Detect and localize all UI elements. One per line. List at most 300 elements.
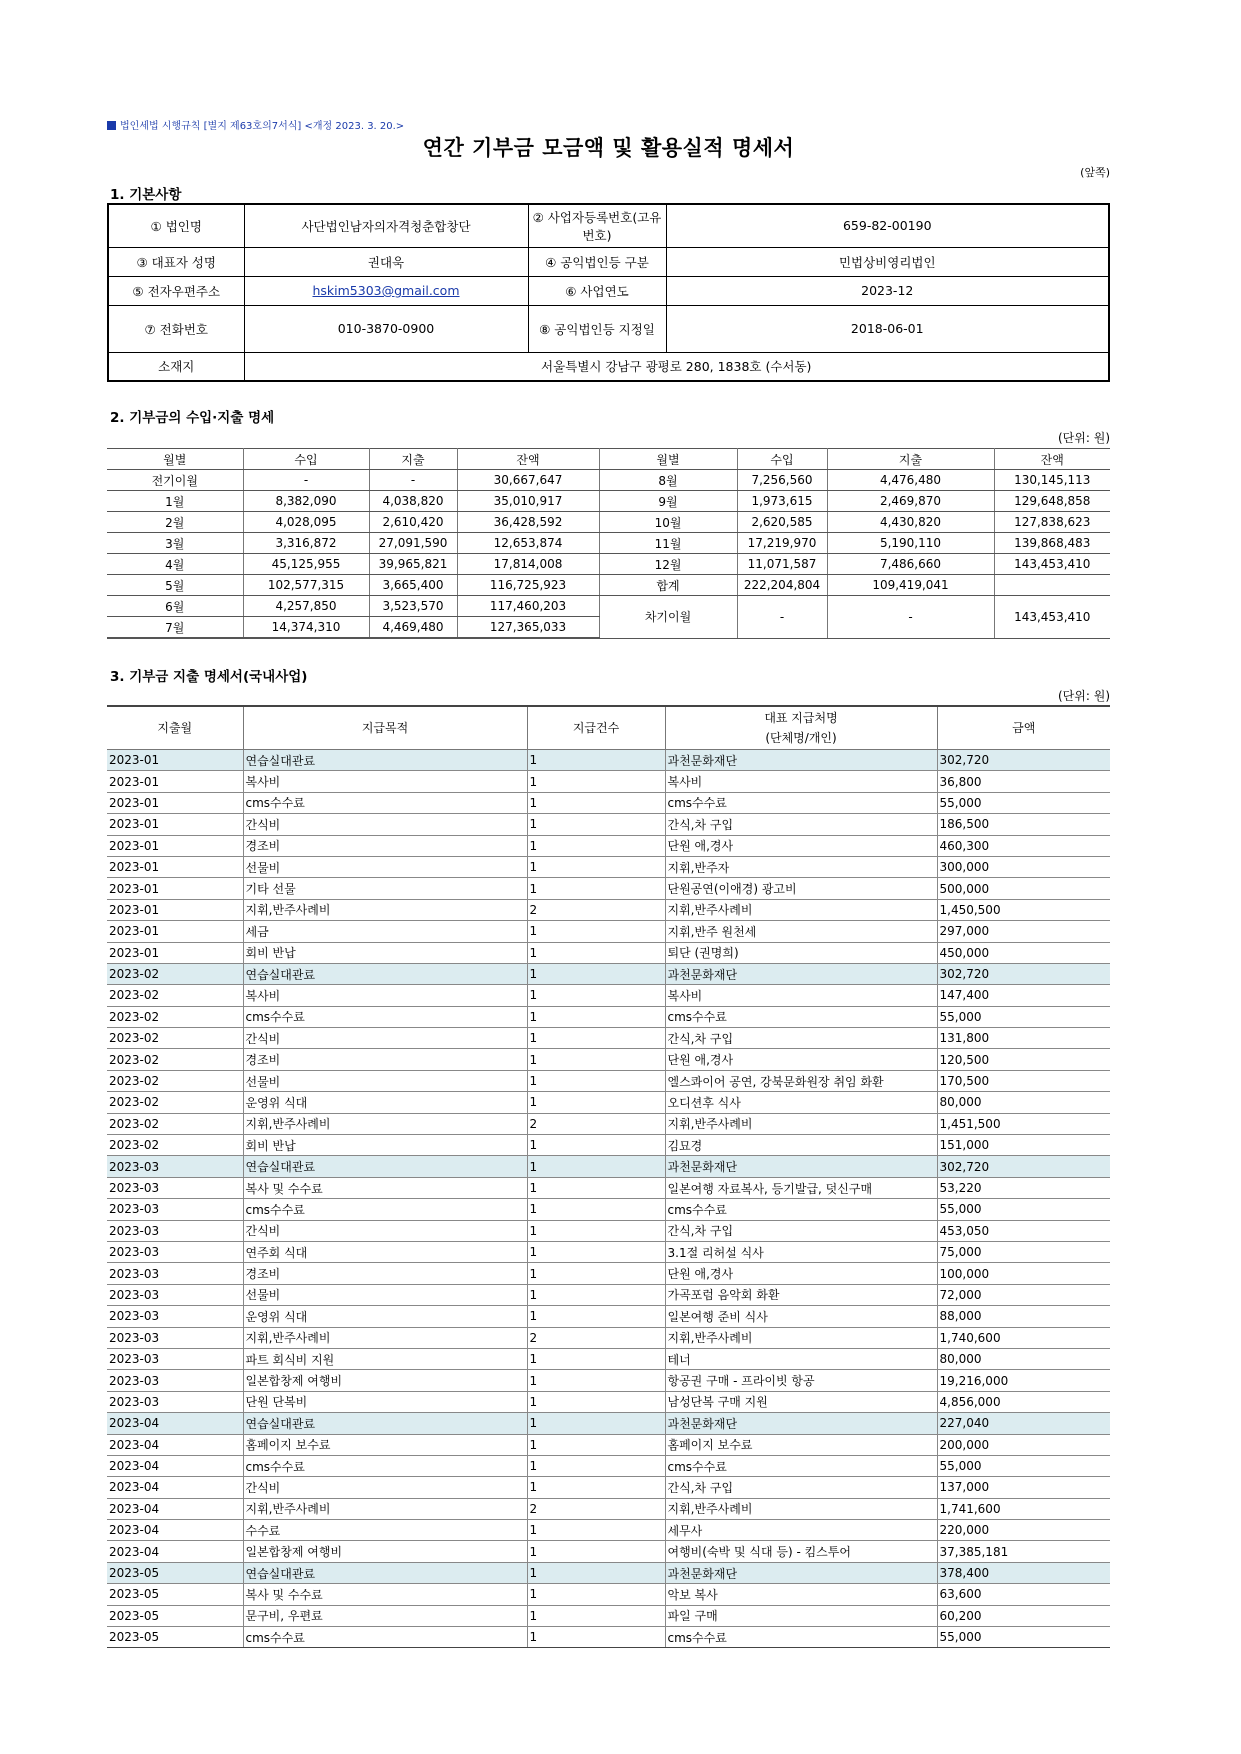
row-amount: 151,000 bbox=[937, 1135, 1110, 1156]
table-cell: 2,620,585 bbox=[737, 512, 827, 533]
row-amount: 75,000 bbox=[937, 1241, 1110, 1262]
table-cell: 2,469,870 bbox=[827, 491, 994, 512]
table-cell: 1,973,615 bbox=[737, 491, 827, 512]
row-amount: 80,000 bbox=[937, 1348, 1110, 1369]
row-count: 1 bbox=[527, 1562, 665, 1583]
row-amount: 297,000 bbox=[937, 921, 1110, 942]
row-purpose: 경조비 bbox=[243, 835, 527, 856]
row-month: 2023-04 bbox=[107, 1498, 243, 1519]
row-amount: 19,216,000 bbox=[937, 1370, 1110, 1391]
row-count: 1 bbox=[527, 963, 665, 984]
table-cell: 9월 bbox=[599, 491, 737, 512]
table-cell: 45,125,955 bbox=[243, 554, 369, 575]
row-amount: 63,600 bbox=[937, 1584, 1110, 1605]
row-purpose: 선물비 bbox=[243, 856, 527, 877]
row-month: 2023-03 bbox=[107, 1220, 243, 1241]
row-month: 2023-02 bbox=[107, 1135, 243, 1156]
col-payee: 대표 지급처명 (단체명/개인) bbox=[665, 706, 937, 750]
table-cell: 127,365,033 bbox=[457, 617, 599, 639]
designated-date: 2018-06-01 bbox=[666, 305, 1109, 352]
table-row bbox=[107, 512, 1110, 533]
table-row bbox=[107, 1541, 1110, 1562]
row-count: 1 bbox=[527, 1092, 665, 1113]
table-cell: 102,577,315 bbox=[243, 575, 369, 596]
table-cell: 1월 bbox=[107, 491, 243, 512]
row-amount: 1,740,600 bbox=[937, 1327, 1110, 1348]
row-count: 1 bbox=[527, 1220, 665, 1241]
table-row bbox=[107, 596, 1110, 617]
row-count: 1 bbox=[527, 1028, 665, 1049]
row-amount: 55,000 bbox=[937, 1199, 1110, 1220]
row-amount: 460,300 bbox=[937, 835, 1110, 856]
row-purpose: 복사비 bbox=[243, 771, 527, 792]
table-cell: - bbox=[369, 470, 457, 491]
row-count: 2 bbox=[527, 1327, 665, 1348]
row-purpose: 간식비 bbox=[243, 1220, 527, 1241]
row-count: 1 bbox=[527, 1605, 665, 1626]
table-cell: 4,469,480 bbox=[369, 617, 457, 639]
row-payee: 파일 구매 bbox=[665, 1605, 937, 1626]
row-payee: 복사비 bbox=[665, 985, 937, 1006]
row-payee: 단원 애,경사 bbox=[665, 1049, 937, 1070]
table-row bbox=[107, 750, 1110, 771]
row-month: 2023-04 bbox=[107, 1455, 243, 1476]
row-payee: cms수수료 bbox=[665, 1627, 937, 1648]
table-row bbox=[107, 1627, 1110, 1648]
carry-cell: - bbox=[827, 596, 994, 639]
table-cell: 127,838,623 bbox=[994, 512, 1110, 533]
row-count: 1 bbox=[527, 814, 665, 835]
table-row bbox=[107, 1199, 1110, 1220]
row-purpose: 선물비 bbox=[243, 1284, 527, 1305]
table-row bbox=[107, 1070, 1110, 1091]
table-row bbox=[107, 1028, 1110, 1049]
row-amount: 1,741,600 bbox=[937, 1498, 1110, 1519]
row-purpose: 회비 반납 bbox=[243, 1135, 527, 1156]
row-count: 1 bbox=[527, 1520, 665, 1541]
row-count: 2 bbox=[527, 899, 665, 920]
table-row bbox=[107, 554, 1110, 575]
row-month: 2023-04 bbox=[107, 1477, 243, 1498]
row-amount: 300,000 bbox=[937, 856, 1110, 877]
section1-heading: 1. 기본사항 bbox=[110, 187, 182, 203]
row-purpose: 수수료 bbox=[243, 1520, 527, 1541]
table-cell: 7,256,560 bbox=[737, 470, 827, 491]
table-cell: 139,868,483 bbox=[994, 533, 1110, 554]
row-payee: 과천문화재단 bbox=[665, 1413, 937, 1434]
table-cell: 30,667,647 bbox=[457, 470, 599, 491]
row-amount: 186,500 bbox=[937, 814, 1110, 835]
table-row bbox=[107, 470, 1110, 491]
row-amount: 80,000 bbox=[937, 1092, 1110, 1113]
col-header: 월별 bbox=[599, 449, 737, 470]
row-count: 1 bbox=[527, 1434, 665, 1455]
row-amount: 36,800 bbox=[937, 771, 1110, 792]
row-month: 2023-04 bbox=[107, 1434, 243, 1455]
table-row bbox=[107, 1413, 1110, 1434]
table-cell: 4,028,095 bbox=[243, 512, 369, 533]
row-payee: 3.1절 리허설 식사 bbox=[665, 1241, 937, 1262]
row-purpose: 운영위 식대 bbox=[243, 1092, 527, 1113]
row-count: 1 bbox=[527, 856, 665, 877]
row-month: 2023-03 bbox=[107, 1241, 243, 1262]
table-row bbox=[107, 1327, 1110, 1348]
table-row bbox=[107, 1156, 1110, 1177]
rep-name: 권대욱 bbox=[244, 247, 528, 276]
table-row bbox=[107, 1455, 1110, 1476]
row-purpose: 문구비, 우편료 bbox=[243, 1605, 527, 1626]
row-purpose: 운영위 식대 bbox=[243, 1306, 527, 1327]
row-payee: 단원공연(이애경) 광고비 bbox=[665, 878, 937, 899]
row-amount: 500,000 bbox=[937, 878, 1110, 899]
col-amount: 금액 bbox=[937, 706, 1110, 750]
row-count: 1 bbox=[527, 1391, 665, 1412]
row-month: 2023-05 bbox=[107, 1562, 243, 1583]
row-amount: 55,000 bbox=[937, 1455, 1110, 1476]
row-purpose: 세금 bbox=[243, 921, 527, 942]
row-amount: 453,050 bbox=[937, 1220, 1110, 1241]
row-payee: 악보 복사 bbox=[665, 1584, 937, 1605]
row-month: 2023-01 bbox=[107, 792, 243, 813]
row-amount: 170,500 bbox=[937, 1070, 1110, 1091]
row-purpose: 간식비 bbox=[243, 1028, 527, 1049]
row-month: 2023-04 bbox=[107, 1520, 243, 1541]
row-month: 2023-01 bbox=[107, 942, 243, 963]
row-payee: 과천문화재단 bbox=[665, 1156, 937, 1177]
row-count: 1 bbox=[527, 1348, 665, 1369]
basic-info-table bbox=[107, 203, 1110, 382]
table-cell: 2,610,420 bbox=[369, 512, 457, 533]
row-count: 1 bbox=[527, 1241, 665, 1262]
row-month: 2023-01 bbox=[107, 835, 243, 856]
row-purpose: cms수수료 bbox=[243, 1006, 527, 1027]
table-cell: 116,725,923 bbox=[457, 575, 599, 596]
row-payee: 세무사 bbox=[665, 1520, 937, 1541]
row-month: 2023-03 bbox=[107, 1199, 243, 1220]
table-cell: 222,204,804 bbox=[737, 575, 827, 596]
phone: 010-3870-0900 bbox=[244, 305, 528, 352]
row-purpose: 연습실대관료 bbox=[243, 1413, 527, 1434]
row-month: 2023-02 bbox=[107, 1092, 243, 1113]
row-purpose: 기타 선물 bbox=[243, 878, 527, 899]
row-count: 1 bbox=[527, 1541, 665, 1562]
table-cell: 2월 bbox=[107, 512, 243, 533]
table-cell bbox=[994, 575, 1110, 596]
table-row bbox=[107, 1605, 1110, 1626]
row-amount: 378,400 bbox=[937, 1562, 1110, 1583]
table-cell: 36,428,592 bbox=[457, 512, 599, 533]
table-row bbox=[107, 1135, 1110, 1156]
row-payee: 가곡포럼 음악회 화환 bbox=[665, 1284, 937, 1305]
table-row bbox=[107, 835, 1110, 856]
table-row bbox=[107, 1241, 1110, 1262]
row-month: 2023-03 bbox=[107, 1177, 243, 1198]
row-payee: 지휘,반주사례비 bbox=[665, 1327, 937, 1348]
table-row bbox=[107, 963, 1110, 984]
row-purpose: 지휘,반주사례비 bbox=[243, 1113, 527, 1134]
col-purpose: 지급목적 bbox=[243, 706, 527, 750]
row-amount: 302,720 bbox=[937, 1156, 1110, 1177]
table-cell: 8,382,090 bbox=[243, 491, 369, 512]
row-count: 1 bbox=[527, 771, 665, 792]
row-purpose: 간식비 bbox=[243, 1477, 527, 1498]
col-header: 지출 bbox=[827, 449, 994, 470]
row-month: 2023-02 bbox=[107, 1028, 243, 1049]
table-cell: 전기이월 bbox=[107, 470, 243, 491]
section3-heading: 3. 기부금 지출 명세서(국내사업) bbox=[110, 669, 308, 685]
row-purpose: 연주회 식대 bbox=[243, 1241, 527, 1262]
table-row bbox=[107, 1006, 1110, 1027]
row-purpose: 파트 회식비 지원 bbox=[243, 1348, 527, 1369]
table-cell: 27,091,590 bbox=[369, 533, 457, 554]
table-cell: 3,665,400 bbox=[369, 575, 457, 596]
row-month: 2023-03 bbox=[107, 1348, 243, 1369]
table-row bbox=[107, 1306, 1110, 1327]
row-count: 1 bbox=[527, 1177, 665, 1198]
table-cell: 3월 bbox=[107, 533, 243, 554]
table-cell: 117,460,203 bbox=[457, 596, 599, 617]
row-count: 1 bbox=[527, 1135, 665, 1156]
table-cell: 109,419,041 bbox=[827, 575, 994, 596]
row-month: 2023-02 bbox=[107, 1006, 243, 1027]
row-purpose: 지휘,반주사례비 bbox=[243, 1327, 527, 1348]
row-month: 2023-04 bbox=[107, 1541, 243, 1562]
row-purpose: 일본합창제 여행비 bbox=[243, 1541, 527, 1562]
row-payee: 과천문화재단 bbox=[665, 750, 937, 771]
table-row bbox=[107, 878, 1110, 899]
row-month: 2023-03 bbox=[107, 1263, 243, 1284]
phone-label: ⑦ 전화번호 bbox=[108, 305, 244, 352]
row-purpose: 복사 및 수수료 bbox=[243, 1584, 527, 1605]
row-purpose: 복사 및 수수료 bbox=[243, 1177, 527, 1198]
table-row bbox=[107, 1370, 1110, 1391]
row-payee: 엘스콰이어 공연, 강북문화원장 취임 화환 bbox=[665, 1070, 937, 1091]
row-amount: 220,000 bbox=[937, 1520, 1110, 1541]
year-label: ⑥ 사업연도 bbox=[528, 276, 666, 305]
row-payee: 지휘,반주사례비 bbox=[665, 1113, 937, 1134]
table-cell: 12,653,874 bbox=[457, 533, 599, 554]
row-count: 1 bbox=[527, 1306, 665, 1327]
addr-label: 소재지 bbox=[108, 352, 244, 381]
row-month: 2023-01 bbox=[107, 771, 243, 792]
bizno: 659-82-00190 bbox=[666, 204, 1109, 247]
designated-label: ⑧ 공익법인등 지정일 bbox=[528, 305, 666, 352]
row-payee: 김묘경 bbox=[665, 1135, 937, 1156]
row-purpose: 연습실대관료 bbox=[243, 1156, 527, 1177]
col-header: 수입 bbox=[737, 449, 827, 470]
row-month: 2023-03 bbox=[107, 1306, 243, 1327]
row-month: 2023-05 bbox=[107, 1627, 243, 1648]
row-count: 1 bbox=[527, 835, 665, 856]
expense-detail-table bbox=[107, 705, 1110, 1648]
row-purpose: 연습실대관료 bbox=[243, 750, 527, 771]
row-payee: cms수수료 bbox=[665, 1455, 937, 1476]
row-payee: 과천문화재단 bbox=[665, 1562, 937, 1583]
row-count: 1 bbox=[527, 1627, 665, 1648]
row-month: 2023-01 bbox=[107, 878, 243, 899]
row-payee: 간식,차 구입 bbox=[665, 1220, 937, 1241]
row-count: 2 bbox=[527, 1498, 665, 1519]
corp-type: 민법상비영리법인 bbox=[666, 247, 1109, 276]
section2-unit: (단위: 원) bbox=[1058, 431, 1110, 445]
table-cell: 3,316,872 bbox=[243, 533, 369, 554]
email-link[interactable]: hskim5303@gmail.com bbox=[312, 283, 460, 298]
row-purpose: cms수수료 bbox=[243, 1627, 527, 1648]
table-cell: 8월 bbox=[599, 470, 737, 491]
income-expense-table bbox=[107, 448, 1110, 639]
section3-unit: (단위: 원) bbox=[1058, 689, 1110, 703]
row-payee: 테너 bbox=[665, 1348, 937, 1369]
row-payee: 항공권 구매 - 프라이빗 항공 bbox=[665, 1370, 937, 1391]
row-payee: 퇴단 (권명희) bbox=[665, 942, 937, 963]
table-row bbox=[107, 1562, 1110, 1583]
row-month: 2023-03 bbox=[107, 1370, 243, 1391]
table-cell: 35,010,917 bbox=[457, 491, 599, 512]
table-cell: 3,523,570 bbox=[369, 596, 457, 617]
table-cell: 11,071,587 bbox=[737, 554, 827, 575]
table-row bbox=[107, 1584, 1110, 1605]
row-count: 1 bbox=[527, 921, 665, 942]
row-count: 1 bbox=[527, 1477, 665, 1498]
row-purpose: 연습실대관료 bbox=[243, 1562, 527, 1583]
row-amount: 302,720 bbox=[937, 750, 1110, 771]
row-count: 1 bbox=[527, 1284, 665, 1305]
col-header: 월별 bbox=[107, 449, 243, 470]
table-row bbox=[107, 985, 1110, 1006]
table-row bbox=[107, 1220, 1110, 1241]
row-payee: 간식,차 구입 bbox=[665, 814, 937, 835]
row-purpose: cms수수료 bbox=[243, 1199, 527, 1220]
table-row bbox=[107, 1177, 1110, 1198]
table-cell: 4,476,480 bbox=[827, 470, 994, 491]
row-purpose: 회비 반납 bbox=[243, 942, 527, 963]
row-purpose: 홈페이지 보수료 bbox=[243, 1434, 527, 1455]
corp-name-label: ① 법인명 bbox=[108, 204, 244, 247]
row-count: 2 bbox=[527, 1113, 665, 1134]
table-row bbox=[107, 1113, 1110, 1134]
row-amount: 227,040 bbox=[937, 1413, 1110, 1434]
table-cell: 143,453,410 bbox=[994, 554, 1110, 575]
row-amount: 60,200 bbox=[937, 1605, 1110, 1626]
row-month: 2023-03 bbox=[107, 1327, 243, 1348]
table-cell: 7월 bbox=[107, 617, 243, 639]
row-month: 2023-02 bbox=[107, 1113, 243, 1134]
table-cell: 10월 bbox=[599, 512, 737, 533]
table-cell: 4,430,820 bbox=[827, 512, 994, 533]
table-row bbox=[107, 771, 1110, 792]
table-cell: 4월 bbox=[107, 554, 243, 575]
col-month: 지출월 bbox=[107, 706, 243, 750]
bizno-label: ② 사업자등록번호(고유번호) bbox=[528, 204, 666, 247]
row-amount: 55,000 bbox=[937, 1006, 1110, 1027]
table-row bbox=[107, 1477, 1110, 1498]
row-payee: cms수수료 bbox=[665, 1199, 937, 1220]
col-header: 잔액 bbox=[457, 449, 599, 470]
row-month: 2023-05 bbox=[107, 1605, 243, 1626]
row-payee: 여행비(숙박 및 식대 등) - 킴스투어 bbox=[665, 1541, 937, 1562]
row-count: 1 bbox=[527, 1199, 665, 1220]
row-amount: 37,385,181 bbox=[937, 1541, 1110, 1562]
col-count: 지급건수 bbox=[527, 706, 665, 750]
row-count: 1 bbox=[527, 878, 665, 899]
row-payee: cms수수료 bbox=[665, 1006, 937, 1027]
row-payee: 일본여행 준비 식사 bbox=[665, 1306, 937, 1327]
table-cell: 합계 bbox=[599, 575, 737, 596]
table-cell: 17,219,970 bbox=[737, 533, 827, 554]
table-row bbox=[107, 942, 1110, 963]
row-payee: 과천문화재단 bbox=[665, 963, 937, 984]
row-payee: cms수수료 bbox=[665, 792, 937, 813]
table-cell: 4,038,820 bbox=[369, 491, 457, 512]
row-count: 1 bbox=[527, 750, 665, 771]
row-month: 2023-03 bbox=[107, 1156, 243, 1177]
table-cell: 129,648,858 bbox=[994, 491, 1110, 512]
row-purpose: 단원 단복비 bbox=[243, 1391, 527, 1412]
row-purpose: 지휘,반주사례비 bbox=[243, 1498, 527, 1519]
table-cell: 14,374,310 bbox=[243, 617, 369, 639]
row-count: 1 bbox=[527, 1455, 665, 1476]
row-month: 2023-03 bbox=[107, 1284, 243, 1305]
row-amount: 1,450,500 bbox=[937, 899, 1110, 920]
row-purpose: 간식비 bbox=[243, 814, 527, 835]
row-purpose: cms수수료 bbox=[243, 792, 527, 813]
row-amount: 100,000 bbox=[937, 1263, 1110, 1284]
row-purpose: 연습실대관료 bbox=[243, 963, 527, 984]
table-cell: 4,257,850 bbox=[243, 596, 369, 617]
row-month: 2023-01 bbox=[107, 814, 243, 835]
row-payee: 단원 애,경사 bbox=[665, 1263, 937, 1284]
business-year: 2023-12 bbox=[666, 276, 1109, 305]
row-month: 2023-02 bbox=[107, 1070, 243, 1091]
corp-name: 사단법인남자의자격청춘합창단 bbox=[244, 204, 528, 247]
row-purpose: 경조비 bbox=[243, 1049, 527, 1070]
row-amount: 53,220 bbox=[937, 1177, 1110, 1198]
carry-cell: - bbox=[737, 596, 827, 639]
row-month: 2023-01 bbox=[107, 856, 243, 877]
row-month: 2023-02 bbox=[107, 985, 243, 1006]
row-count: 1 bbox=[527, 985, 665, 1006]
row-amount: 302,720 bbox=[937, 963, 1110, 984]
row-count: 1 bbox=[527, 1370, 665, 1391]
table-cell: 6월 bbox=[107, 596, 243, 617]
row-count: 1 bbox=[527, 1584, 665, 1605]
row-month: 2023-05 bbox=[107, 1584, 243, 1605]
row-purpose: 선물비 bbox=[243, 1070, 527, 1091]
table-row bbox=[107, 1284, 1110, 1305]
row-purpose: cms수수료 bbox=[243, 1455, 527, 1476]
row-amount: 1,451,500 bbox=[937, 1113, 1110, 1134]
row-amount: 147,400 bbox=[937, 985, 1110, 1006]
row-payee: 일본여행 자료복사, 등기발급, 덧신구매 bbox=[665, 1177, 937, 1198]
row-payee: 지휘,반주사례비 bbox=[665, 1498, 937, 1519]
row-month: 2023-02 bbox=[107, 963, 243, 984]
table-row bbox=[107, 575, 1110, 596]
row-payee: 간식,차 구입 bbox=[665, 1028, 937, 1049]
table-row bbox=[107, 1263, 1110, 1284]
row-count: 1 bbox=[527, 1006, 665, 1027]
row-count: 1 bbox=[527, 942, 665, 963]
email-label: ⑤ 전자우편주소 bbox=[108, 276, 244, 305]
row-payee: 단원 애,경사 bbox=[665, 835, 937, 856]
row-payee: 남성단복 구매 지원 bbox=[665, 1391, 937, 1412]
col-header: 잔액 bbox=[994, 449, 1110, 470]
row-count: 1 bbox=[527, 1070, 665, 1091]
table-cell: 5,190,110 bbox=[827, 533, 994, 554]
row-amount: 88,000 bbox=[937, 1306, 1110, 1327]
row-month: 2023-03 bbox=[107, 1391, 243, 1412]
table-cell: 5월 bbox=[107, 575, 243, 596]
table-row bbox=[107, 1391, 1110, 1412]
